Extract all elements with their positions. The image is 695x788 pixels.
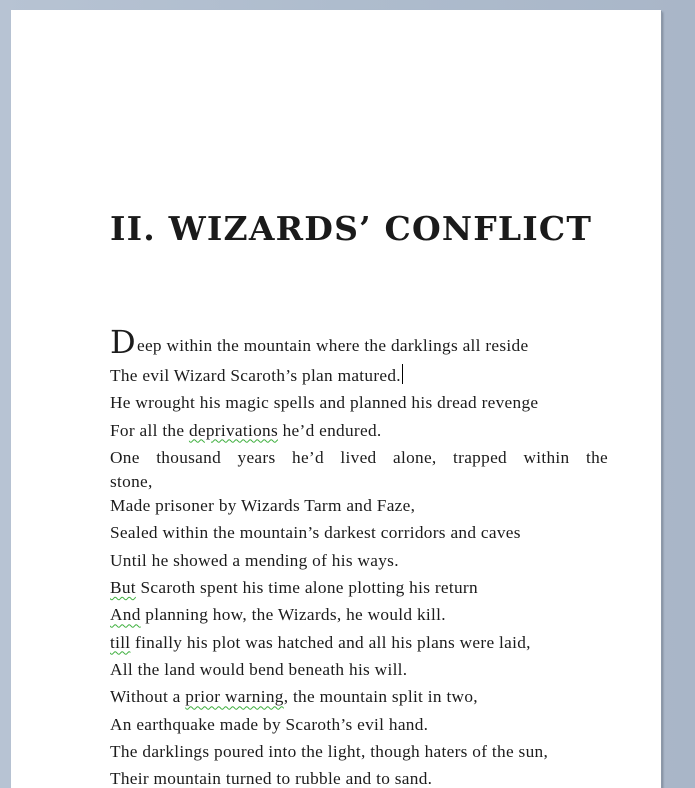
poem-line-11[interactable] [110, 629, 608, 656]
poem-line-1[interactable] [110, 323, 608, 362]
text-cursor [402, 364, 403, 384]
drop-cap: D [110, 323, 136, 361]
poem-line-6[interactable]: Made prisoner by Wizards Tarm and Faze, [110, 496, 416, 516]
poem-line-8[interactable]: Until he showed a mending of his ways. [110, 550, 399, 570]
grammar-flag-prior-warning[interactable]: prior warning [185, 687, 284, 707]
poem-line-13[interactable] [110, 683, 608, 710]
poem-line-9-post: Scaroth spent his time alone plotting his return [135, 578, 478, 598]
grammar-flag-till[interactable]: till [110, 632, 131, 652]
chapter-title[interactable]: II. WIZARDS’ CONFLICT [110, 209, 593, 248]
poem-line-1-text: eep within the mountain where the darklings all reside [136, 336, 529, 355]
poem-line-3[interactable]: He wrought his magic spells and planned his dread revenge [110, 393, 539, 413]
poem-line-2[interactable] [110, 362, 608, 389]
poem-line-10[interactable] [110, 601, 608, 628]
poem-line-10-post: planning how, the Wizards, he would kill. [140, 605, 446, 625]
poem-line-5a[interactable]: One thousand years he’d lived alone, trapped within the [110, 447, 608, 467]
poem-line-4[interactable] [110, 417, 608, 444]
poem-line-13-pre: Without a [110, 687, 186, 707]
poem-line-7[interactable]: Sealed within the mountain’s darkest corridors and caves [110, 523, 521, 543]
poem-line-16[interactable]: Their mountain turned to rubble and to sand. [110, 769, 433, 788]
grammar-flag-deprivations[interactable]: deprivations [188, 420, 278, 440]
poem-line-4-pre: For all the [110, 420, 189, 440]
poem-line-9[interactable] [110, 574, 608, 601]
poem-line-5b[interactable]: stone, [110, 472, 153, 492]
poem-line-4-post: he’d endured. [277, 420, 382, 440]
poem-body[interactable] [110, 323, 608, 788]
poem-line-13-post: , the mountain split in two, [283, 687, 478, 707]
poem-line-14[interactable]: An earthquake made by Scaroth’s evil hand. [110, 714, 429, 734]
grammar-flag-but[interactable]: But [110, 578, 136, 598]
grammar-flag-and[interactable]: And [110, 605, 141, 625]
document-page[interactable] [11, 10, 661, 788]
poem-line-15[interactable]: The darklings poured into the light, though haters of the sun, [110, 741, 549, 761]
poem-line-2-text: The evil Wizard Scaroth’s plan matured. [110, 366, 401, 385]
poem-line-11-post: finally his plot was hatched and all his plans were laid, [130, 632, 531, 652]
poem-line-12[interactable]: All the land would bend beneath his will. [110, 659, 408, 679]
